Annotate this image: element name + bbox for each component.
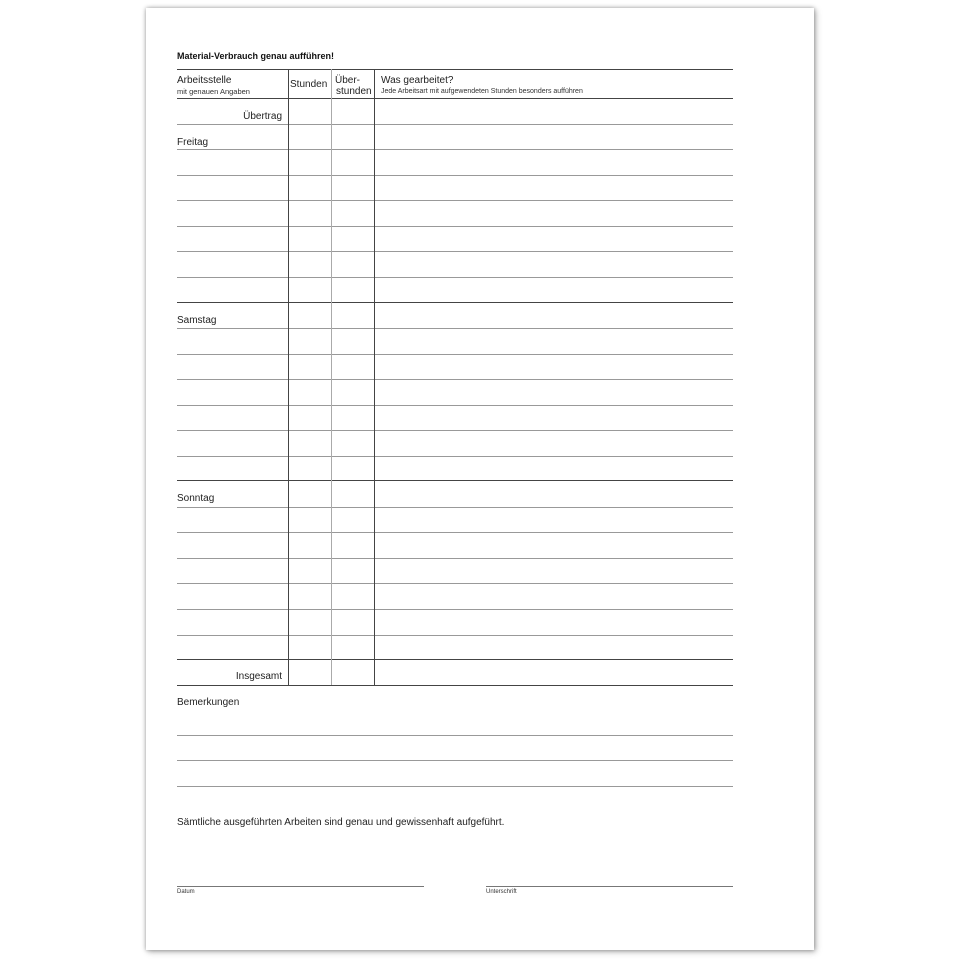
statement-text: Sämtliche ausgeführten Arbeiten sind genau und gewissenhaft aufgeführt. [177,817,505,828]
header-arbeitsstelle-sub: mit genauen Angaben [177,87,250,96]
table-row-line [177,507,733,508]
unterschrift-line[interactable] [486,886,733,887]
section-divider [177,480,733,481]
table-row-line [177,226,733,227]
unterschrift-label: Unterschrift [486,889,517,895]
day-label-freitag: Freitag [177,137,209,148]
uebertrag-label: Übertrag [243,111,282,122]
header-ueberstunden-2: stunden [336,86,372,97]
remarks-line[interactable] [177,735,733,736]
table-row-line [177,175,733,176]
remarks-line[interactable] [177,760,733,761]
table-row-line [177,149,733,150]
table-row-line [177,456,733,457]
table-bottom-border [177,685,733,686]
table-row-line [177,558,733,559]
header-stunden: Stunden [290,79,328,90]
header-bottom-border [177,98,733,99]
table-row-line [177,583,733,584]
section-divider [177,302,733,303]
table-row-line [177,328,733,329]
table-row-line [177,277,733,278]
datum-label: Datum [177,889,195,895]
table-top-border [177,69,733,70]
table-row-line [177,430,733,431]
header-was-gearbeitet: Was gearbeitet? [381,75,454,86]
header-arbeitsstelle: Arbeitsstelle [177,75,232,86]
table-row-line [177,532,733,533]
form-title: Material-Verbrauch genau aufführen! [177,51,335,61]
table-row-line [177,609,733,610]
table-row-line [177,354,733,355]
table-row-line [177,200,733,201]
insgesamt-label: Insgesamt [235,671,282,682]
column-divider-stunden [288,69,289,685]
header-ueberstunden-1: Über- [335,75,361,86]
column-divider-was [374,69,375,685]
table-row-line [177,124,733,125]
remarks-line[interactable] [177,786,733,787]
section-divider [177,659,733,660]
day-label-sonntag: Sonntag [177,493,215,504]
table-row-line [177,635,733,636]
day-label-samstag: Samstag [177,315,217,326]
table-row-line [177,379,733,380]
table-row-line [177,405,733,406]
table-row-line [177,251,733,252]
bemerkungen-label: Bemerkungen [177,697,240,708]
header-was-sub: Jede Arbeitsart mit aufgewendeten Stunden besonders aufführen [381,88,583,95]
column-divider-ueberstunden [331,69,332,685]
datum-line[interactable] [177,886,424,887]
